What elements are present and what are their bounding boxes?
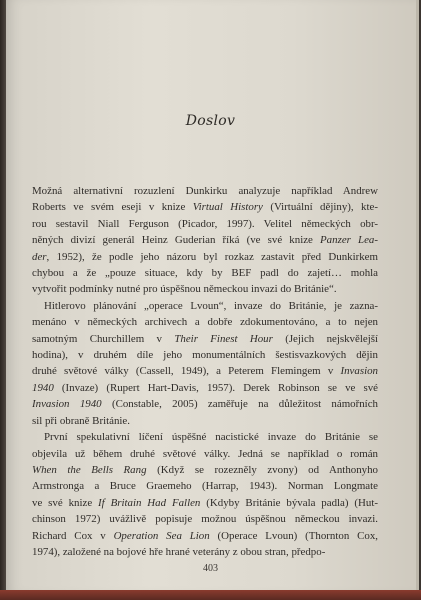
italic-title: Panzer Lea-	[320, 234, 378, 247]
italic-title: When the Bells Rang	[32, 463, 147, 476]
text-line	[32, 281, 378, 297]
text-line	[32, 265, 378, 281]
text-run: (Kdyby Británie bývala padla) (Hut-	[200, 496, 378, 509]
text-run: , 1952), že podle jeho názoru byl rozkaz zastavit před Dunkirkem	[46, 250, 378, 263]
text-run: vytvořit podmínky nutné pro úspěšnou německou invazi do Británie“.	[32, 283, 337, 296]
text-line	[32, 429, 378, 445]
text-line	[32, 544, 378, 560]
text-line	[32, 232, 378, 248]
text-line	[32, 511, 378, 527]
text-run: Hitlerovo plánování „operace Lvoun“, invaze do Británie, je zazna-	[44, 299, 378, 312]
text-line	[32, 347, 378, 363]
text-line	[32, 528, 378, 544]
text-line	[32, 396, 378, 412]
page-number: 403	[203, 563, 218, 574]
text-run: Armstronga a Bruce Graemeho (Harrap, 1943). Norman Longmate	[32, 480, 378, 493]
text-run: 1974), založené na bojové hře hrané veterány z obou stran, předpo-	[32, 545, 326, 558]
book-cover-edge	[0, 590, 421, 600]
text-line	[32, 183, 378, 199]
italic-title: Their Finest Hour	[174, 332, 273, 345]
paragraph	[32, 429, 378, 560]
body-text	[32, 183, 378, 560]
text-run: samotným Churchillem v	[32, 332, 175, 345]
italic-title: If Britain Had Fallen	[98, 496, 201, 509]
text-run: (Když se rozezněly zvony) od Anthonyho	[146, 463, 378, 476]
text-run: chinson 1972) uvážlivě popisuje možnou úspěšnou německou invazi.	[32, 513, 378, 526]
italic-title: Operation Sea Lion	[113, 529, 210, 542]
italic-title: Invasion	[340, 365, 378, 378]
text-line	[32, 314, 378, 330]
italic-title: 1940	[32, 381, 54, 394]
text-run: (Virtuální dějiny), kte-	[262, 201, 378, 214]
text-run: druhé světové války (Cassell, 1949), a Peterem Flemingem v	[32, 365, 341, 378]
text-line	[32, 495, 378, 511]
text-run: menáno v německých archivech a dobře zdokumentováno, a to nejen	[32, 316, 378, 329]
italic-title: der	[32, 250, 47, 263]
text-line	[32, 413, 378, 429]
chapter-title: Doslov	[185, 113, 236, 129]
text-run: chybou a že „pouze situace, kdy by BEF padl do zajetí… mohla	[32, 267, 378, 280]
text-line	[32, 380, 378, 396]
text-line	[32, 199, 378, 215]
text-line	[32, 298, 378, 314]
paragraph	[32, 183, 378, 298]
text-run: sil při obraně Británie.	[32, 414, 130, 427]
text-line	[32, 446, 378, 462]
text-run: objevila už během druhé světové války. Jedná se například o román	[32, 447, 378, 460]
book-spine-shadow	[0, 0, 6, 600]
text-line	[32, 331, 378, 347]
text-run: (Jejich nejskvělejší	[272, 332, 378, 345]
italic-title: Invasion 1940	[32, 398, 102, 411]
text-line	[32, 363, 378, 379]
text-run: ve své knize	[32, 496, 99, 509]
text-line	[32, 462, 378, 478]
text-run: (Invaze) (Rupert Hart-Davis, 1957). Derek Robinson se ve své	[53, 381, 378, 394]
text-run: (Operace Lvoun) (Thornton Cox,	[209, 529, 378, 542]
text-run: Roberts ve svém eseji v knize	[32, 201, 193, 214]
paragraph	[32, 298, 378, 429]
text-run: hodina), v druhém díle jeho monumentálních šestisvazkových dějin	[32, 349, 378, 362]
text-line	[32, 249, 378, 265]
text-line	[32, 478, 378, 494]
italic-title: Virtual History	[192, 201, 263, 214]
text-run: něných divizí generál Heinz Guderian říká (ve své knize	[32, 234, 321, 247]
text-run: (Constable, 2005) zaměřuje na důležitost námořních	[101, 398, 378, 411]
text-line	[32, 216, 378, 232]
text-run: První spekulativní líčení úspěšné nacistické invaze do Británie se	[44, 431, 378, 444]
text-run: rou sestavil Niall Ferguson (Picador, 1997). Velitel německých obr-	[32, 217, 378, 230]
text-run: Richard Cox v	[32, 529, 114, 542]
text-run: Možná alternativní rozuzlení Dunkirku analyzuje například Andrew	[32, 185, 378, 197]
